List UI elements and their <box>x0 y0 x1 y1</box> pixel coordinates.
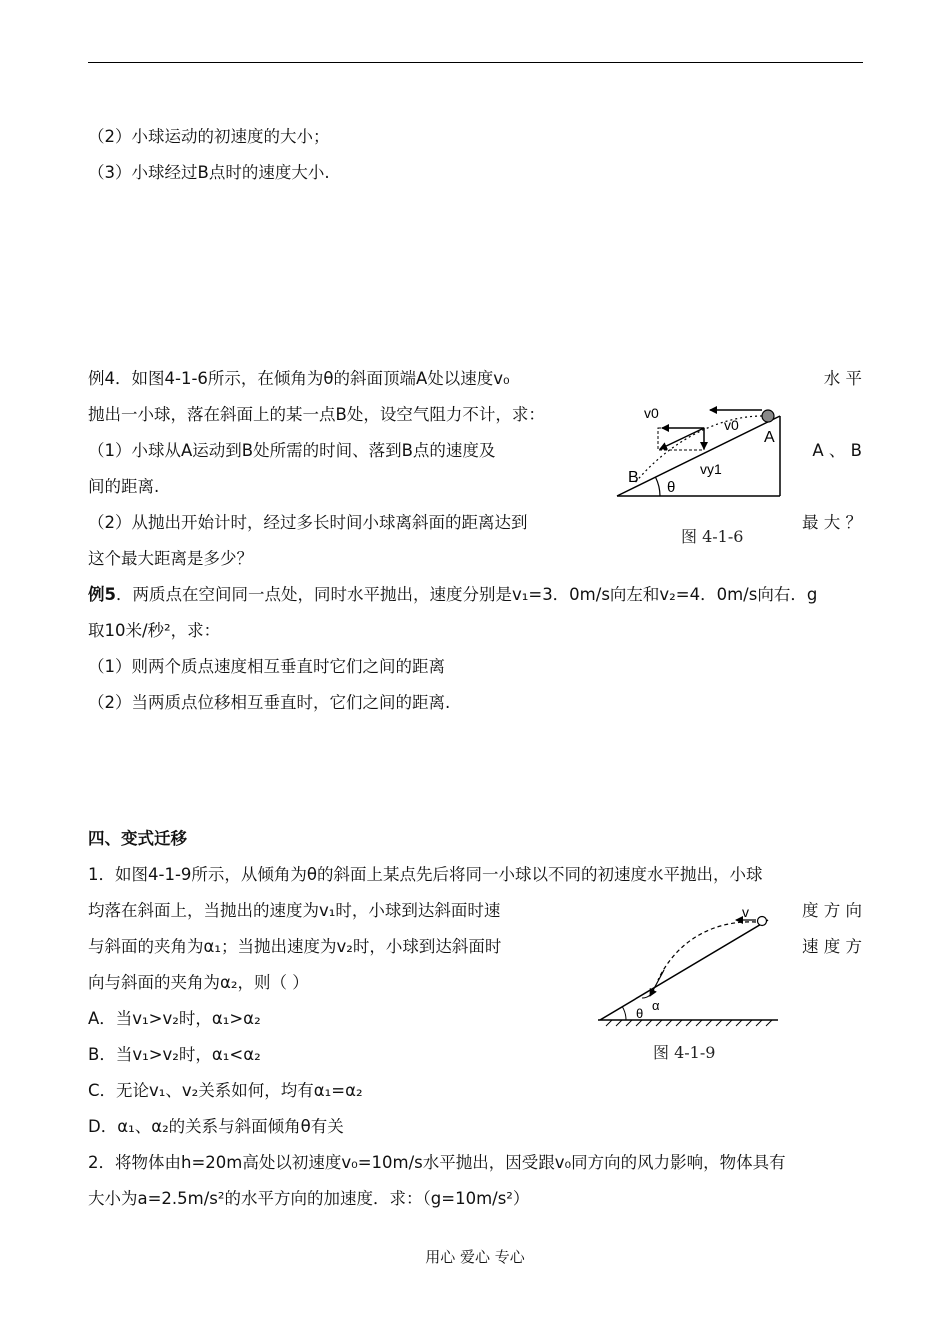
problem1-line2-tail: 度 方 向 <box>802 901 862 920</box>
example4-line1-tail: 水 平 <box>823 369 862 388</box>
example5-label: 例5 <box>88 585 116 604</box>
problem2-line1: 2．将物体由h=20m高处以初速度v₀=10m/s水平抛出，因受跟v₀同方向的风力影响，物体具有 <box>88 1153 786 1172</box>
problem1-line1: 1．如图4-1-9所示，从倾角为θ的斜面上某点先后将同一小球以不同的初速度水平抛出，小球 <box>88 865 763 884</box>
figure-4-1-6-caption: 图 4-1-6 <box>681 527 744 546</box>
example5-q1: （1）则两个质点速度相互垂直时它们之间的距离 <box>88 657 445 676</box>
ball <box>762 410 774 422</box>
label-theta: θ <box>667 479 676 496</box>
option-c: C．无论v₁、v₂关系如何，均有α₁=α₂ <box>88 1081 363 1100</box>
example4-line2: 抛出一小球，落在斜面上的某一点B处，设空气阻力不计，求： <box>88 405 545 424</box>
theta-arc <box>656 477 660 496</box>
label-v0-top: v0 <box>724 417 739 433</box>
problem2-line2: 大小为a=2.5m/s²的水平方向的加速度．求：（g=10m/s²） <box>88 1189 530 1208</box>
prev-q3: （3）小球经过B点时的速度大小. <box>88 163 330 182</box>
label-theta: θ <box>636 1006 644 1021</box>
example4-line5-tail: 最 大 ？ <box>802 513 862 532</box>
incline-figure-4-1-9 <box>592 902 782 1032</box>
ground-hatching <box>606 1020 772 1026</box>
label-v: v <box>742 904 749 920</box>
ball <box>758 917 767 926</box>
example4-line3-tail: A 、 B <box>812 441 862 460</box>
resultant-velocity-arrow <box>660 428 704 449</box>
label-A: A <box>764 429 775 446</box>
slope-line <box>600 920 768 1020</box>
example4-line6: 这个最大距离是多少？ <box>88 549 253 568</box>
problem1-line2: 均落在斜面上，当抛出的速度为v₁时，小球到达斜面时速 <box>88 901 501 920</box>
prev-q2: （2）小球运动的初速度的大小； <box>88 127 330 146</box>
example4-line1: 例4．如图4-1-6所示，在倾角为θ的斜面顶端A处以速度v₀ <box>88 369 510 388</box>
label-B: B <box>628 469 639 486</box>
example5-line1 <box>88 584 817 606</box>
example4-line4: 间的距离. <box>88 477 160 496</box>
problem1-line3-tail: 速 度 方 <box>802 937 862 956</box>
label-v0-left: v0 <box>644 405 659 421</box>
example4-line3: （1）小球从A运动到B处所需的时间、落到B点的速度及 <box>88 441 496 460</box>
trajectory <box>658 922 756 980</box>
option-d: D．α₁、α₂的关系与斜面倾角θ有关 <box>88 1117 344 1136</box>
theta-arc <box>623 1007 627 1020</box>
example5-line1-text: ．两质点在空间同一点处，同时水平抛出，速度分别是v₁=3．0m/s向左和v₂=4．0m/s向右．g <box>115 585 818 604</box>
example5-q2: （2）当两质点位移相互垂直时，它们之间的距离. <box>88 693 451 712</box>
page-footer: 用心 爱心 专心 <box>425 1248 525 1266</box>
figure-4-1-9-caption: 图 4-1-9 <box>653 1043 716 1062</box>
label-vy1: vy1 <box>700 461 722 477</box>
trajectory <box>634 416 762 484</box>
section4-heading: 四、变式迁移 <box>88 829 187 848</box>
problem1-line4: 向与斜面的夹角为α₂，则（ ） <box>88 973 309 992</box>
incline-figure-4-1-6 <box>612 398 802 502</box>
header-rule <box>88 62 863 63</box>
example5-line2: 取10米/秒²，求： <box>88 621 221 640</box>
label-alpha: α <box>652 998 660 1013</box>
example4-line5: （2）从抛出开始计时，经过多长时间小球离斜面的距离达到 <box>88 513 528 532</box>
option-b: B．当v₁>v₂时，α₁<α₂ <box>88 1045 261 1064</box>
option-a: A．当v₁>v₂时，α₁>α₂ <box>88 1009 261 1028</box>
problem1-line3: 与斜面的夹角为α₁；当抛出速度为v₂时，小球到达斜面时 <box>88 937 502 956</box>
